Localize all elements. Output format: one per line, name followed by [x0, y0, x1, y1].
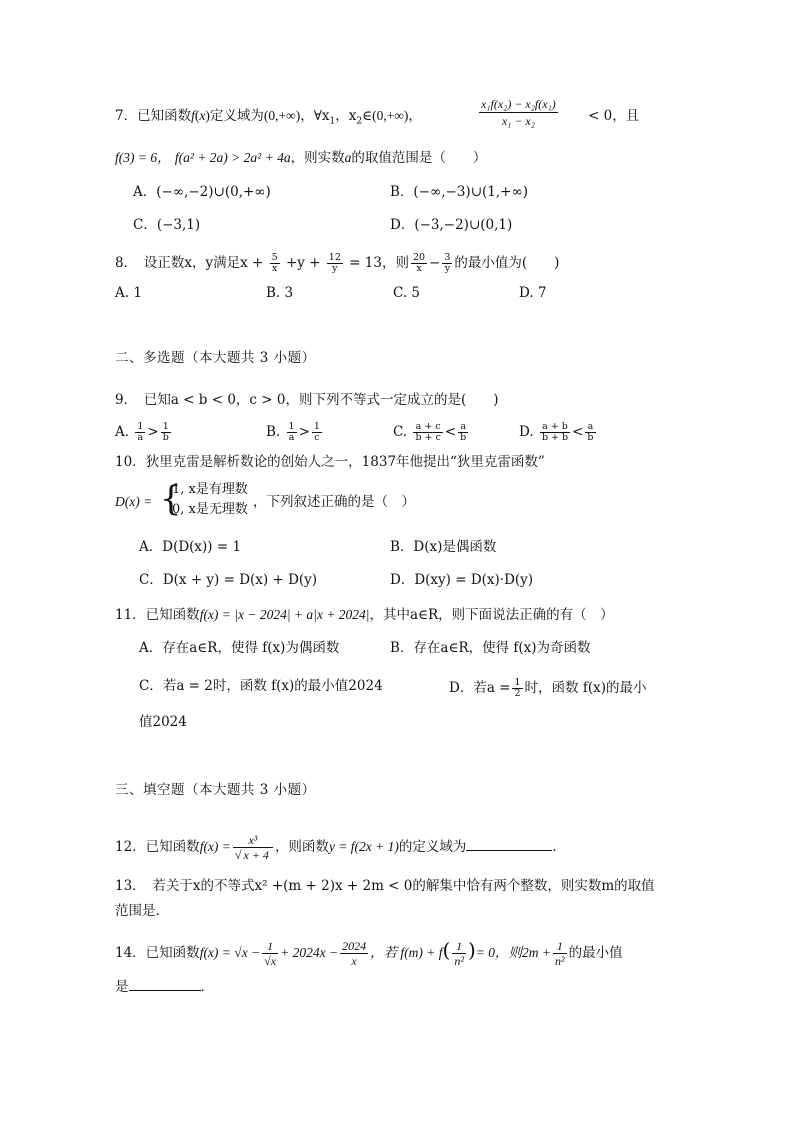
q10-stem: 10．狄里克雷是解析数论的创始人之一，1837年他提出“狄里克雷函数”: [115, 454, 545, 470]
q7-option-a: A．(−∞,−2)∪(0,+∞): [133, 184, 271, 200]
q8-option-d: D. 7: [519, 285, 547, 301]
q8-stem: 8． 设正数x，y满足x + $\frac{5}{x}$ +y + $\frac{12}{y}$ = 13，则 $\frac{20}{x}$ − $\frac{3}{y}$ 的最小值为( ): [115, 252, 560, 274]
q7-real-a: ，则实数: [290, 150, 345, 166]
q13-line2: 范围是.: [115, 903, 160, 919]
q10-option-b: B．D(x)是偶函数: [390, 539, 497, 555]
q8-option-a: A. 1: [115, 285, 142, 301]
q7-frac-den: x₁ − x₂: [479, 112, 558, 129]
q7-frac-num: x₁f(x₂) − x₂f(x₁): [481, 97, 556, 111]
q8-frac-5x: $\frac{5}{x}$: [271, 252, 278, 274]
q8-mid2: = 13，则: [349, 255, 409, 271]
q7-range: 的取值范围是（ ）: [351, 150, 487, 166]
q7-fraction: [479, 96, 558, 129]
q7-in: ，x: [335, 108, 357, 124]
q7-ineq: f(a² + 2a) > 2a² + 4a: [174, 150, 291, 165]
q8-prefix: 8． 设正数x，y满足x +: [115, 255, 264, 271]
q12-answer-blank[interactable]: [466, 836, 552, 851]
q11-function: f(x) = |x − 2024| + a|x + 2024|: [199, 607, 370, 622]
section-heading-multiple-choice: 二、多选题（本大题共 3 小题）: [115, 350, 316, 366]
q7-option-b: B．(−∞,−3)∪(1,+∞): [390, 184, 528, 200]
q7-domain: (0,+∞): [263, 108, 301, 123]
q11-option-c: C．若a = 2时，函数 f(x)的最小值2024: [139, 678, 383, 694]
q12-expr: y = f(2x + 1): [328, 839, 399, 854]
q10-case2: 0, x是无理数: [172, 502, 248, 517]
section-heading-fill-in: 三、填空题（本大题共 3 小题）: [115, 782, 316, 798]
q12-fraction: $\frac{\text{x³}}{√ x + 4}$: [233, 833, 273, 862]
q7-line1-end: < 0，且: [588, 108, 640, 124]
q7-domain-label: 定义域为: [209, 108, 264, 124]
q12-stem: 12．已知函数f(x) = $\frac{\text{x³}}{√ x + 4}$ ，则函数y = f(2x + 1)的定义域为 ．: [115, 833, 566, 862]
q8-suffix: 的最小值为( ): [454, 255, 560, 271]
q7-line1: 7．已知函数f(x)定义域为(0,+∞)，$\forall x_1$，$x_2\in(0,+\infty)$，: [115, 108, 422, 127]
q8-option-c: C. 5: [393, 285, 421, 301]
q10-dx: D(x) =: [115, 494, 153, 509]
q10-option-c: C．D(x + y) = D(x) + D(y): [139, 572, 318, 588]
q11-stem: 11．已知函数f(x) = |x − 2024| + a|x + 2024|，其中a∈R，则下面说法正确的有（ ）: [115, 607, 614, 623]
q7-forall: ，∀x: [300, 108, 330, 124]
q8-mid1: +y +: [285, 255, 321, 271]
q7-prefix: 7．已知函数: [115, 108, 192, 124]
q7-option-d: D．(−3,−2)∪(0,1): [390, 217, 513, 233]
q8-frac-3y: $\frac{3}{y}$: [444, 252, 451, 274]
q7-line2: f(3) = 6， f(a² + 2a) > 2a² + 4a，则实数a的取值范围是（ ）: [115, 150, 487, 166]
q9-option-c: C. $\frac{a + c}{b + c}$ < $\frac{a}{b}$: [393, 421, 467, 443]
q10-brace: {: [160, 479, 182, 519]
q11-option-d-cont: 值2024: [139, 714, 187, 730]
q13-line1: 13． 若关于x的不等式x² +(m + 2)x + 2m < 0的解集中恰有两个整数，则实数m的取值: [115, 878, 655, 894]
q9-option-b: B. $\frac{1}{a}$ > $\frac{1}{c}$: [266, 421, 320, 443]
q14-line2: 是 ．: [115, 976, 214, 997]
q9-option-a: A. $\frac{1}{a}$ > $\frac{1}{b}$: [115, 421, 169, 443]
q14-answer-blank[interactable]: [129, 976, 201, 991]
q8-option-b: B. 3: [266, 285, 294, 301]
q14-stem: 14．已知函数f(x) = √x − $\frac{1}{√x}$ + 2024x − $\frac{2024}{x}$ ，若 f(m) + f( $\frac{1}{\text{n²}}$ )= 0，则2m + $\frac{1}{\text{n²}}$ 的最小值: [115, 938, 623, 968]
q9-stem: 9． 已知a < b < 0，c > 0，则下列不等式一定成立的是( ): [115, 392, 499, 408]
q10-after: ，下列叙述正确的是（ ）: [253, 494, 415, 510]
q10-option-d: D．D(xy) = D(x)·D(y): [390, 572, 534, 588]
q11-option-b: B．存在a∈R，使得 f(x)为奇函数: [390, 640, 591, 656]
q11-option-a: A．存在a∈R，使得 f(x)为偶函数: [139, 640, 340, 656]
q8-frac-12y: $\frac{12}{y}$: [328, 252, 341, 274]
q11-option-d: D．若a = $\frac{1}{2}$ 时，函数 f(x)的最小: [449, 677, 647, 699]
q7-f3: f(3) = 6，: [115, 150, 171, 165]
q9-option-d: D. $\frac{a + b}{b + b}$ < $\frac{a}{b}$: [519, 421, 594, 443]
q10-case1: 1, x是有理数: [172, 482, 248, 497]
q8-frac-20x: $\frac{20}{x}$: [412, 252, 426, 274]
q7-option-c: C．(−3,1): [133, 217, 201, 233]
q12-fx: f(x) =: [199, 839, 231, 854]
q7-in2: ∈(0,+∞)，: [362, 108, 422, 123]
q10-option-a: A．D(D(x)) = 1: [139, 539, 242, 555]
